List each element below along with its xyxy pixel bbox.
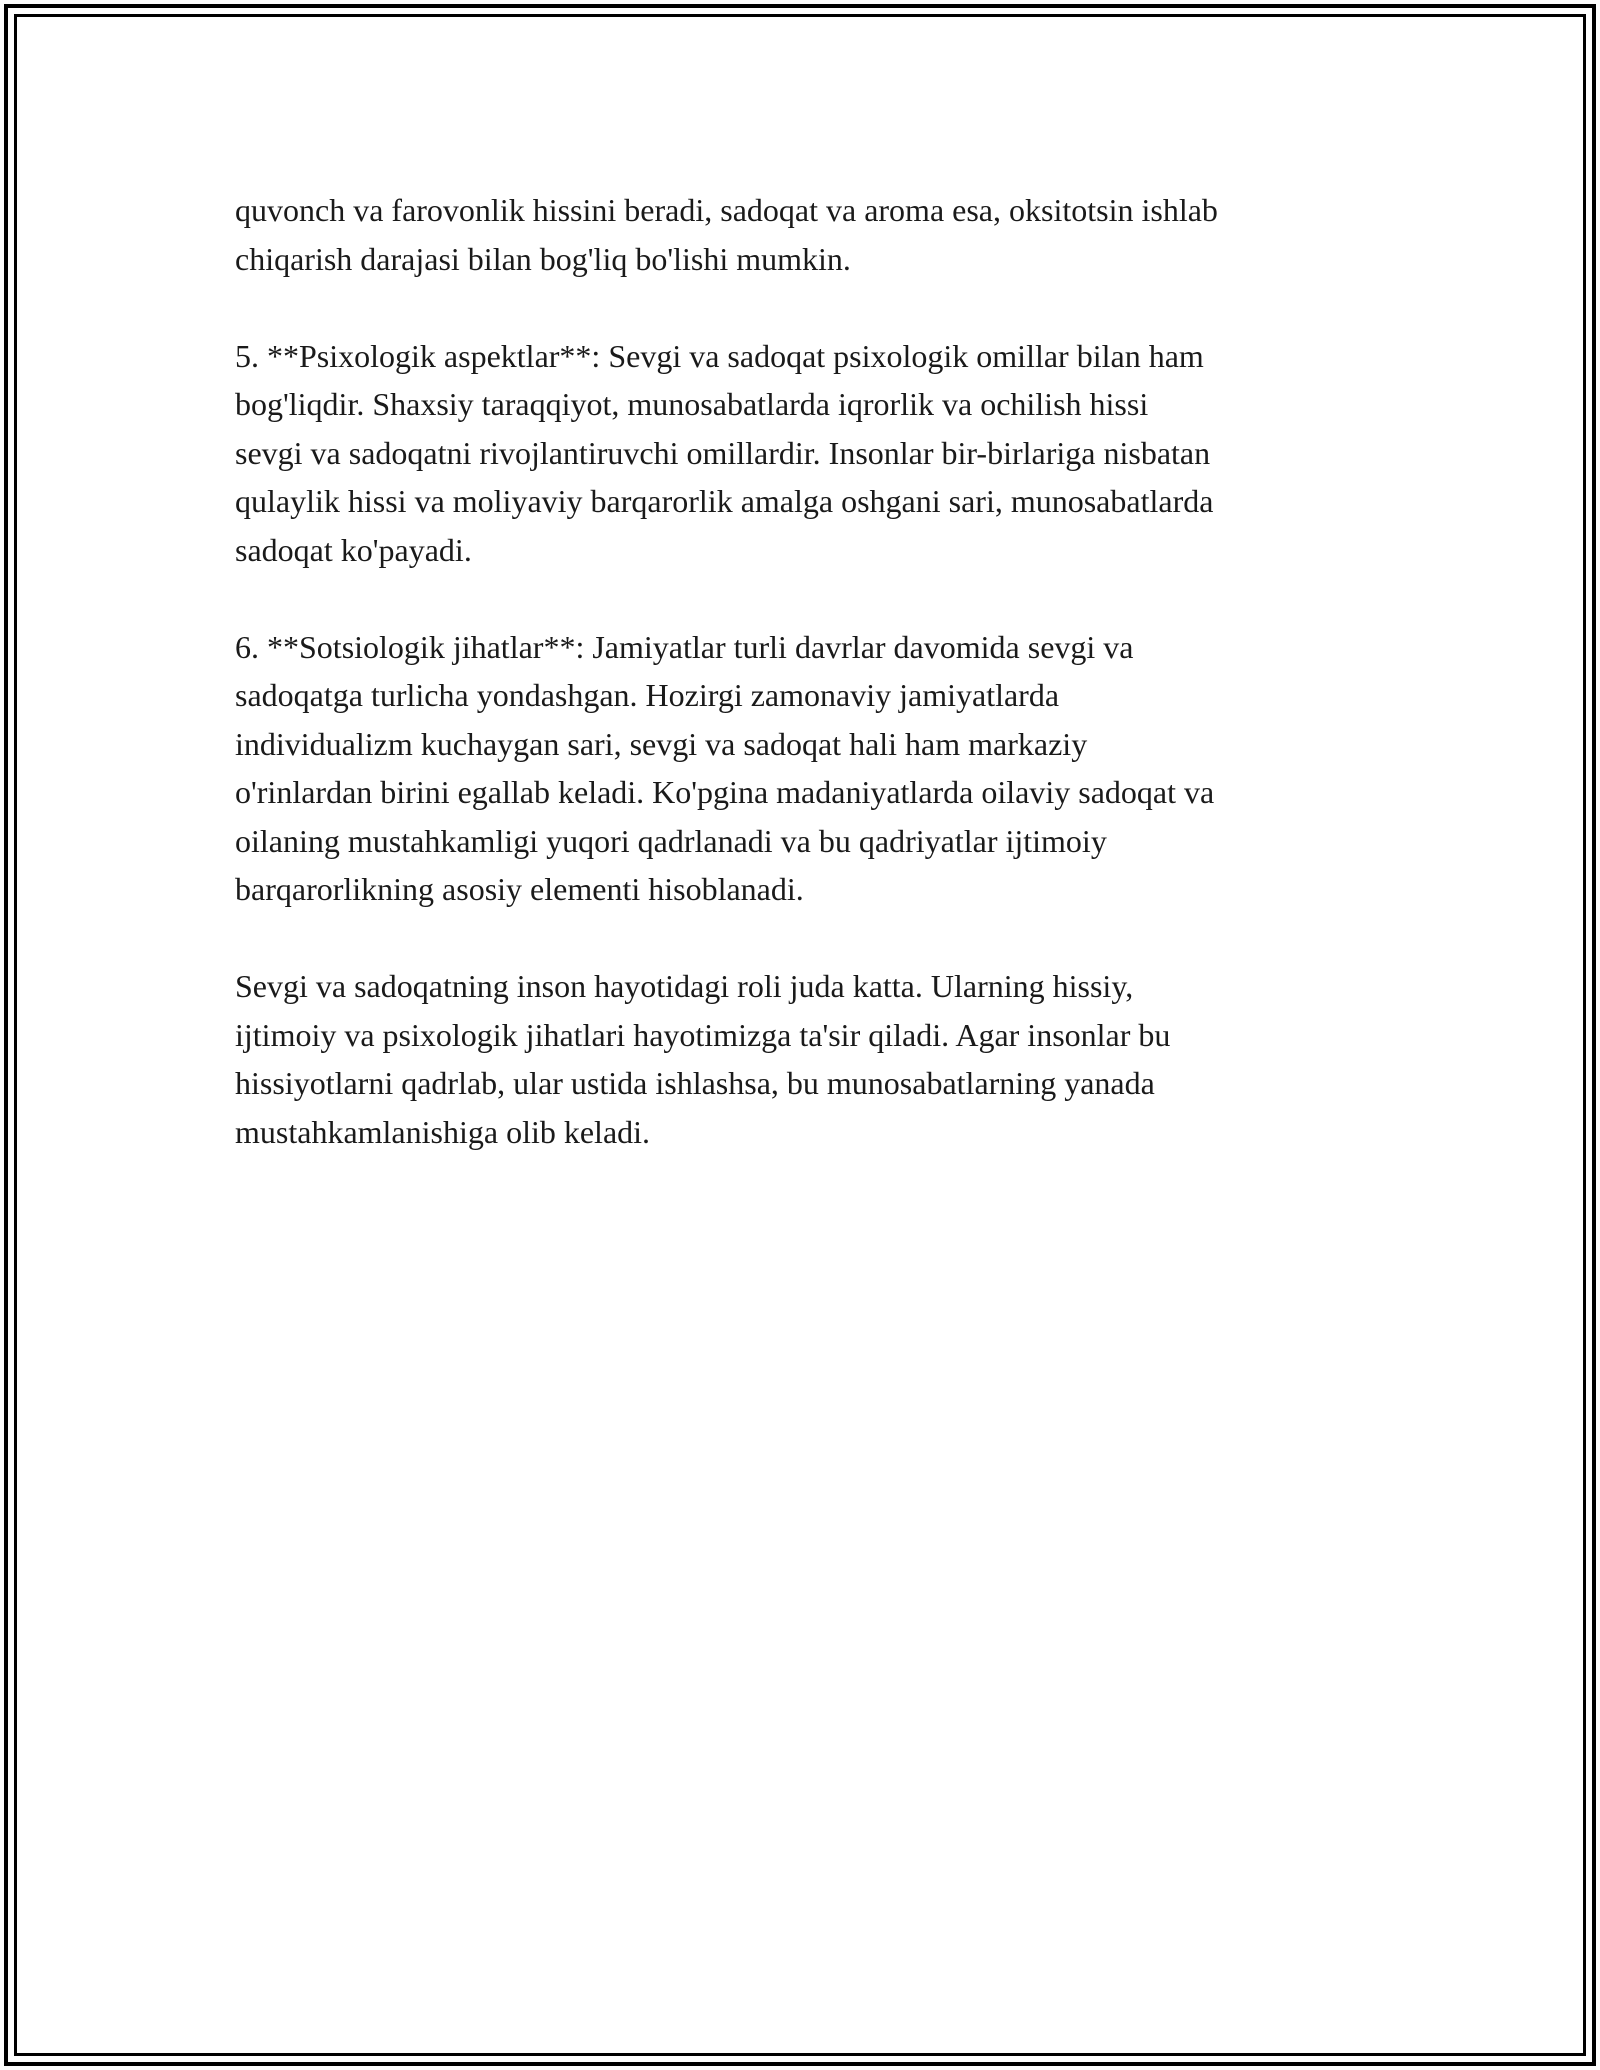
paragraph-conclusion: Sevgi va sadoqatning inson hayotidagi roli juda katta. Ularning hissiy, ijtimoiy va psixologik jihatlari hayotimizga ta'sir qiladi. Agar insonlar bu hissiyotlarni qadrlab, ular ustida ishlashsa, bu munosabatlarning yanada mustahkamlanishiga olib keladi.: [235, 968, 1171, 1150]
paragraph-psychological-aspects: 5. **Psixologik aspektlar**: Sevgi va sadoqat psixologik omillar bilan ham bog'liqdir. Shaxsiy taraqqiyot, munosabatlarda iqrorlik va ochilish hissi sevgi va sadoqatni rivojlantiruvchi omillardir. Insonlar bir-birlariga nisbatan qulaylik hissi va moliyaviy barqarorlik amalga oshgani sari, munosabatlarda sadoqat ko'payadi.: [235, 337, 1214, 568]
paragraph-sociological-aspects: 6. **Sotsiologik jihatlar**: Jamiyatlar turli davrlar davomida sevgi va sadoqatga turlicha yondashgan. Hozirgi zamonaviy jamiyatlarda individualizm kuchaygan sari, sevgi va sadoqat hali ham markaziy o'rinlardan birini egallab keladi. Ko'pgina madaniyatlarda oilaviy sadoqat va oilaning mustahkamligi yuqori qadrlanadi va bu qadriyatlar ijtimoiy barqarorlikning asosiy elementi hisoblanadi.: [235, 628, 1215, 907]
paragraph-intro-continuation: quvonch va farovonlik hissini beradi, sadoqat va aroma esa, oksitotsin ishlab chiqarish darajasi bilan bog'liq bo'lishi mumkin.: [235, 192, 1218, 277]
document-body: [235, 186, 1365, 1205]
